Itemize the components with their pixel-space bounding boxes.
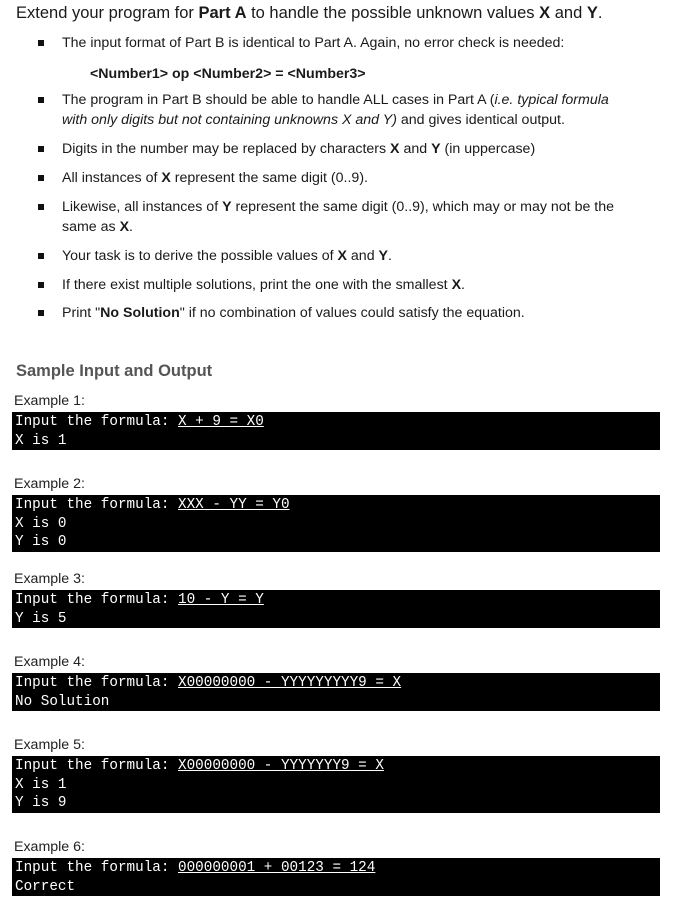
console-input-line — [15, 757, 660, 776]
example-console — [12, 756, 660, 813]
bullet-text: (in uppercase) — [440, 141, 536, 157]
bullet-item — [62, 90, 660, 130]
bullet-text: If there exist multiple solutions, print the one with the smallest — [62, 277, 452, 293]
example-console — [12, 590, 660, 628]
bullet-text: same as — [62, 219, 120, 235]
bullet-text: " if no combination of values could satisfy the equation. — [179, 305, 525, 321]
bullet-marker — [38, 204, 44, 210]
bullet-item — [62, 275, 660, 295]
console-formula: X00000000 - YYYYYYY9 = X — [178, 758, 384, 774]
bullet-x: X — [119, 219, 130, 235]
bullet-y: Y — [431, 141, 441, 157]
bullet-no-solution: No Solution — [100, 305, 180, 321]
bullet-text: and — [346, 248, 379, 264]
bullet-x: X — [390, 141, 400, 157]
bullet-text: and gives identical output. — [396, 112, 565, 128]
console-output-line: No Solution — [15, 693, 110, 710]
intro-text: Extend your program for — [16, 4, 199, 22]
example-console — [12, 673, 660, 711]
console-output-line: Y is 5 — [15, 610, 67, 627]
intro-text: to handle the possible unknown values — [246, 4, 540, 22]
bullet-text: Print " — [62, 305, 101, 321]
section-title: Sample Input and Output — [16, 362, 213, 380]
console-formula: 10 - Y = Y — [178, 592, 264, 608]
console-prompt: Input the formula: — [15, 675, 179, 691]
bullet-marker — [38, 282, 44, 288]
console-output-line: X is 1 — [15, 776, 67, 793]
bullet-marker — [38, 146, 44, 152]
bullet-y: Y — [378, 248, 388, 264]
console-input-line — [15, 859, 660, 878]
bullet-x: X — [451, 277, 462, 293]
bullet-y: Y — [222, 199, 232, 215]
intro-part: Part A — [198, 4, 247, 22]
console-formula: 000000001 + 00123 = 124 — [178, 860, 376, 876]
console-output-line: X is 0 — [15, 515, 67, 532]
bullet-item — [62, 33, 660, 53]
bullet-text: . — [388, 248, 392, 264]
example-console — [12, 858, 660, 896]
bullet-item — [62, 139, 660, 159]
console-output-line: Correct — [15, 878, 76, 895]
bullet-text: represent the same digit (0..9), which may or may not be the — [231, 199, 615, 215]
bullet-item — [62, 197, 660, 237]
console-output-line: Y is 0 — [15, 534, 67, 550]
bullet-marker — [38, 175, 44, 181]
console-prompt: Input the formula: — [15, 497, 179, 513]
intro-x: X — [539, 4, 551, 22]
example-label: Example 2: — [14, 476, 85, 492]
example-label: Example 1: — [14, 393, 85, 409]
format-line: <Number1> op <Number2> = <Number3> — [90, 66, 366, 82]
console-prompt: Input the formula: — [15, 758, 179, 774]
console-input-line — [15, 496, 660, 515]
console-input-line — [15, 591, 660, 610]
bullet-text: and — [399, 141, 432, 157]
bullet-text: The input format of Part B is identical to Part A. Again, no error check is needed: — [62, 35, 565, 51]
console-input-line — [15, 413, 660, 432]
bullet-x: X — [161, 170, 171, 186]
bullet-x: X — [337, 248, 347, 264]
console-output-line: Y is 9 — [15, 795, 67, 811]
bullet-text-italic: i.e. typical formula — [494, 92, 609, 108]
intro-y: Y — [586, 4, 598, 22]
bullet-text: . — [129, 219, 133, 235]
bullet-text: . — [461, 277, 465, 293]
bullet-item — [62, 246, 660, 266]
bullet-marker — [38, 253, 44, 259]
example-label: Example 6: — [14, 839, 85, 855]
example-console — [12, 495, 660, 552]
bullet-text: Your task is to derive the possible values of — [62, 248, 338, 264]
example-label: Example 3: — [14, 571, 85, 587]
bullet-text: represent the same digit (0..9). — [170, 170, 368, 186]
example-console — [12, 412, 660, 450]
bullet-text: The program in Part B should be able to handle ALL cases in Part A ( — [62, 92, 495, 108]
bullet-item — [62, 168, 660, 188]
intro-text: . — [597, 4, 603, 22]
console-formula: X + 9 = X0 — [178, 414, 264, 430]
bullet-item — [62, 303, 660, 323]
console-prompt: Input the formula: — [15, 414, 179, 430]
bullet-marker — [38, 310, 44, 316]
bullet-marker — [38, 40, 44, 46]
example-label: Example 5: — [14, 737, 85, 753]
bullet-text: All instances of — [62, 170, 162, 186]
console-formula: X00000000 - YYYYYYYYY9 = X — [178, 675, 402, 691]
console-output-line: X is 1 — [15, 432, 67, 449]
bullet-text: Digits in the number may be replaced by characters — [62, 141, 391, 157]
console-prompt: Input the formula: — [15, 860, 179, 876]
console-prompt: Input the formula: — [15, 592, 179, 608]
bullet-marker — [38, 97, 44, 103]
console-formula: XXX - YY = Y0 — [178, 497, 290, 513]
intro-text: and — [550, 4, 587, 22]
bullet-text: Likewise, all instances of — [62, 199, 223, 215]
console-input-line — [15, 674, 660, 693]
intro-heading — [16, 4, 602, 23]
example-label: Example 4: — [14, 654, 85, 670]
bullet-text-italic: with only digits but not containing unknowns X and Y) — [62, 112, 397, 128]
